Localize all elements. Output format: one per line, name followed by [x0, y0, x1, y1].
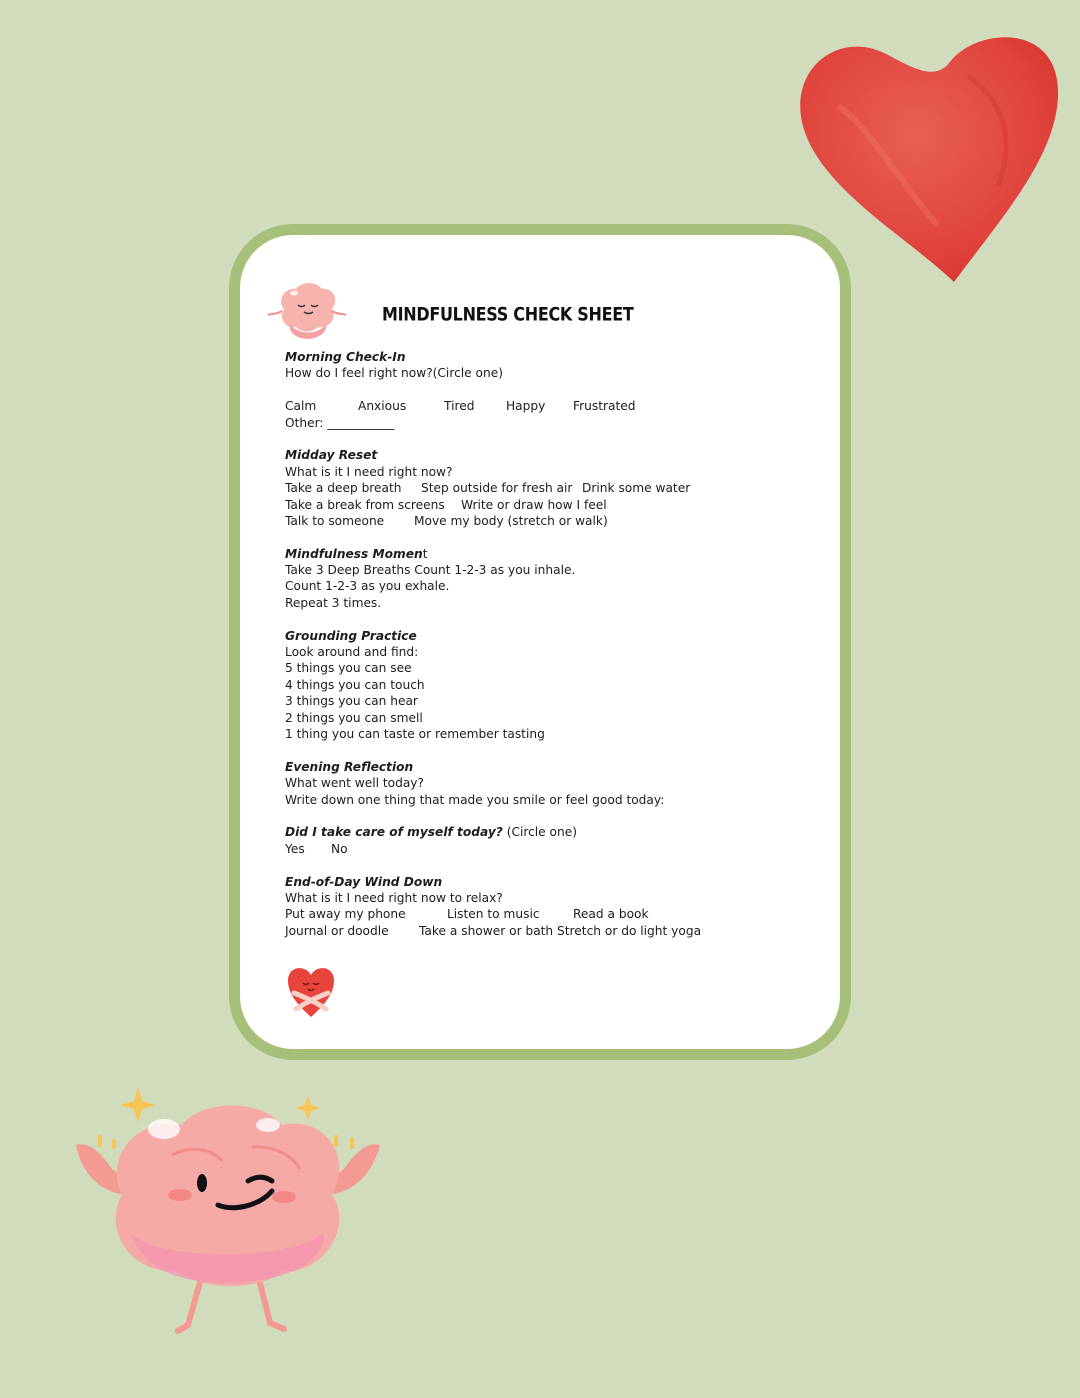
mood-option[interactable]: Happy — [506, 399, 546, 414]
list-item: Look around and find: — [285, 645, 419, 660]
selfcare-options — [285, 841, 825, 857]
list-item: What went well today? — [285, 776, 424, 791]
list-item: Count 1-2-3 as you exhale. — [285, 579, 450, 594]
midday-options-row — [285, 513, 825, 529]
watercolor-heart-icon — [798, 26, 1062, 286]
winddown-question: What is it I need right now to relax? — [285, 890, 503, 905]
flexing-brain-icon — [62, 1085, 392, 1340]
list-item: Put away my phone — [285, 907, 406, 922]
winddown-options-row — [285, 906, 825, 922]
list-item: Write or draw how I feel — [461, 497, 607, 512]
list-item: 3 things you can hear — [285, 694, 418, 709]
list-item: Drink some water — [582, 481, 691, 496]
page-title: MINDFULNESS CHECK SHEET — [382, 303, 634, 325]
check-sheet-card — [229, 224, 851, 1060]
no-option[interactable]: No — [331, 841, 348, 856]
midday-options-row — [285, 497, 825, 513]
list-item: 1 thing you can taste or remember tasting — [285, 726, 545, 741]
moment-heading — [285, 546, 825, 562]
morning-question: How do I feel right now?(Circle one) — [285, 366, 503, 381]
list-item: 2 things you can smell — [285, 710, 423, 725]
list-item: Read a book — [573, 907, 649, 922]
list-item: Move my body (stretch or walk) — [414, 513, 608, 528]
hugging-heart-icon — [286, 963, 336, 1019]
midday-question: What is it I need right now? — [285, 464, 453, 479]
list-item: Take a deep breath — [285, 481, 402, 496]
selfcare-suffix: (Circle one) — [502, 825, 577, 840]
mood-option[interactable]: Tired — [444, 399, 475, 414]
mood-option[interactable]: Frustrated — [573, 399, 636, 414]
list-item: Journal or doodle — [285, 923, 389, 938]
list-item: Step outside for fresh air — [421, 481, 573, 496]
evening-heading: Evening Reflection — [285, 759, 414, 774]
mood-options — [285, 398, 825, 414]
list-item: Write down one thing that made you smile or feel good today: — [285, 792, 665, 807]
check-sheet-content — [285, 349, 825, 939]
other-field[interactable]: Other: ___________ — [285, 415, 395, 430]
winddown-options-row — [285, 923, 825, 939]
list-item: Talk to someone — [285, 513, 385, 528]
grounding-heading: Grounding Practice — [285, 628, 417, 643]
mood-option[interactable]: Calm — [285, 399, 317, 414]
selfcare-heading — [285, 824, 825, 840]
mood-option[interactable]: Anxious — [358, 399, 407, 414]
list-item: Repeat 3 times. — [285, 595, 382, 610]
morning-heading: Morning Check-In — [285, 350, 406, 364]
list-item: Listen to music — [447, 907, 540, 922]
list-item: Take a break from screens — [285, 497, 445, 512]
moment-heading-tail: t — [422, 546, 428, 561]
selfcare-heading-text: Did I take care of myself today? — [285, 825, 503, 840]
meditating-brain-icon — [266, 279, 348, 341]
winddown-heading: End-of-Day Wind Down — [285, 874, 443, 889]
list-item: Take 3 Deep Breaths Count 1-2-3 as you inhale. — [285, 563, 576, 578]
list-item: 5 things you can see — [285, 661, 412, 676]
moment-heading-text: Mindfulness Momen — [285, 546, 423, 561]
yes-option[interactable]: Yes — [285, 841, 305, 856]
list-item: Take a shower or bath Stretch or do light yoga — [419, 923, 702, 938]
list-item: 4 things you can touch — [285, 677, 425, 692]
midday-options-row — [285, 480, 825, 496]
midday-heading: Midday Reset — [285, 448, 378, 463]
